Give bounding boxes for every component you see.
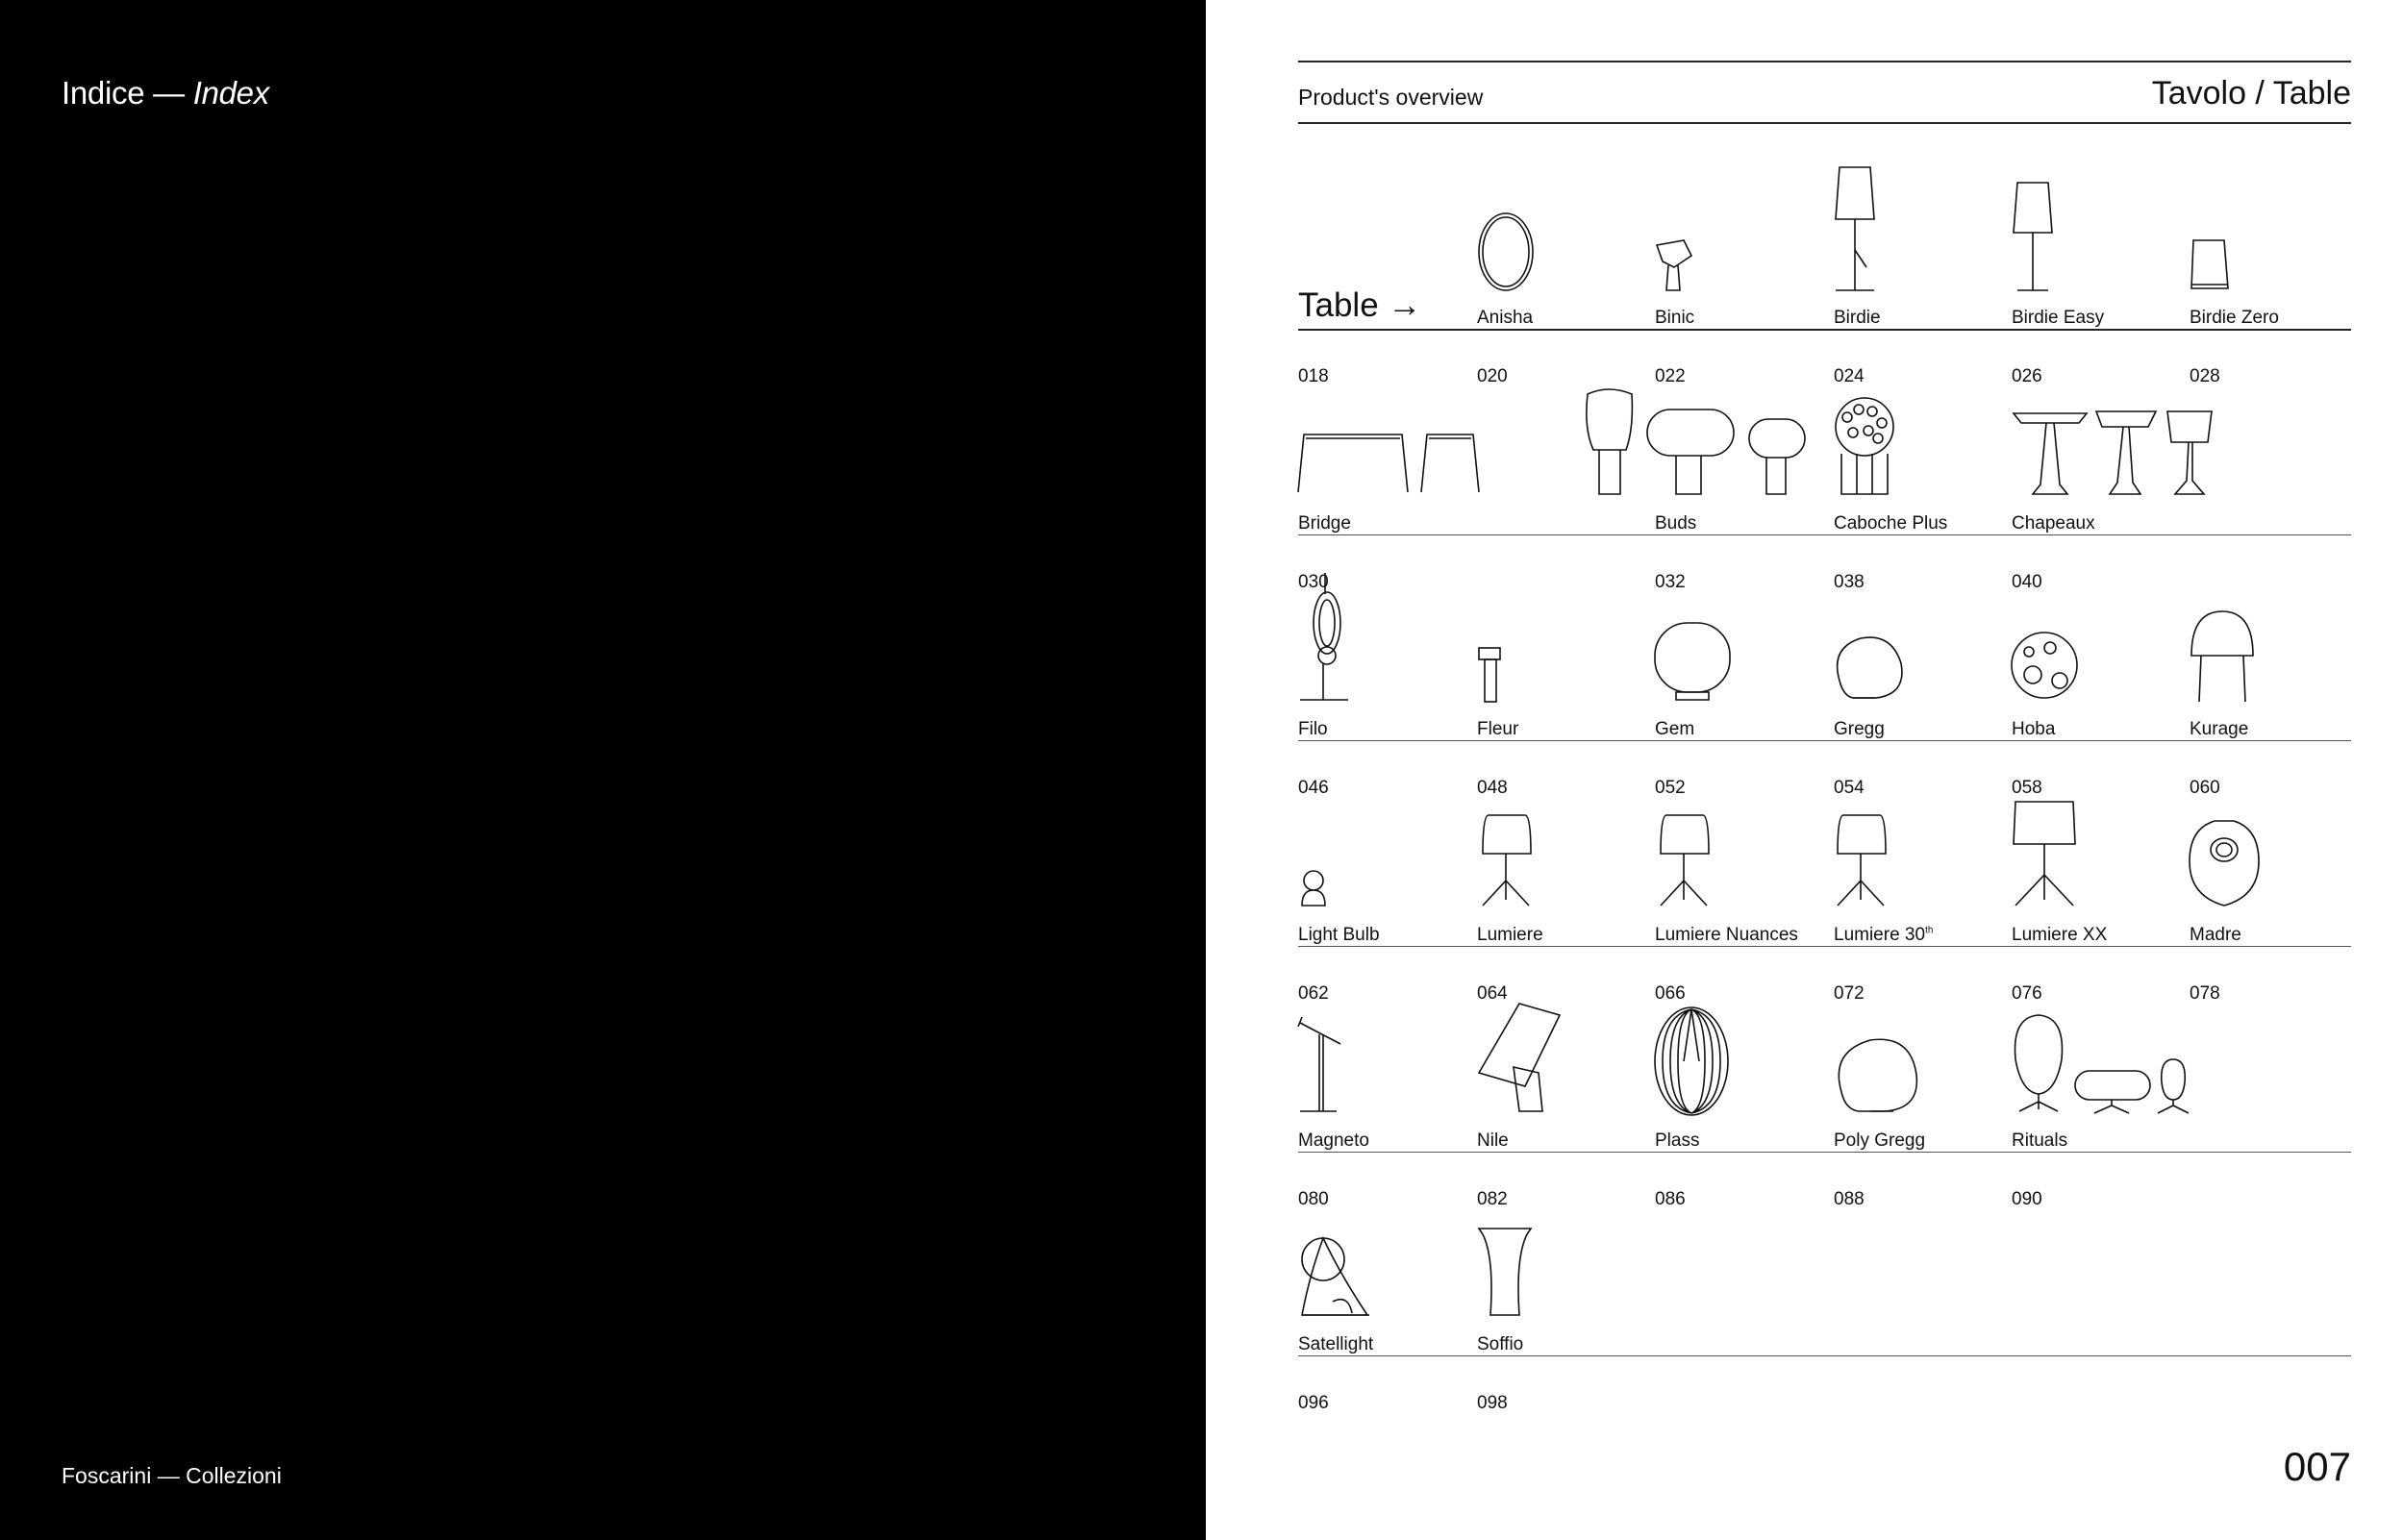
- product-name: Nile: [1477, 1130, 1509, 1151]
- page-number: 064: [1477, 983, 1508, 1004]
- product-name: Chapeaux: [2012, 513, 2095, 534]
- product-cell-birdie-easy[interactable]: [2012, 144, 2185, 386]
- product-name: Caboche Plus: [1834, 513, 1948, 534]
- page-number: 032: [1655, 572, 1686, 592]
- overview-label: Product's overview: [1298, 85, 1484, 110]
- page-number: 078: [2190, 983, 2220, 1004]
- lumiere-30th-lamp-icon: [1834, 761, 2007, 920]
- product-name-text: Lumiere 30: [1834, 925, 1926, 945]
- product-name: Lumiere Nuances: [1655, 925, 1798, 945]
- page-number: 048: [1477, 778, 1508, 798]
- product-name: Kurage: [2190, 719, 2249, 739]
- product-cell-lumiere-xx[interactable]: [2012, 761, 2185, 1004]
- lumiere-nuances-lamp-icon: [1655, 761, 1828, 920]
- page-number: 020: [1477, 366, 1508, 386]
- page-number: 060: [2190, 778, 2220, 798]
- table-heading-label: Table: [1298, 286, 1379, 324]
- fleur-lamp-icon: [1477, 556, 1650, 714]
- hoba-lamp-icon: [2012, 556, 2185, 714]
- product-cell-plass[interactable]: [1655, 967, 1828, 1209]
- chapeaux-lamp-icon: [2012, 350, 2233, 509]
- product-cell-rituals[interactable]: [2012, 967, 2185, 1209]
- product-cell-birdie-zero[interactable]: [2190, 144, 2363, 386]
- product-cell-birdie[interactable]: [1834, 144, 2007, 386]
- bridge-lamp-icon: [1298, 350, 1471, 509]
- arrow-right-icon: →: [1388, 286, 1422, 324]
- product-name: Soffio: [1477, 1334, 1524, 1354]
- caboche-plus-lamp-icon: [1834, 350, 2007, 509]
- product-cell-anisha[interactable]: [1477, 144, 1650, 386]
- page-number: 018: [1298, 366, 1329, 386]
- top-rule: [1298, 61, 2351, 62]
- binic-lamp-icon: [1655, 144, 1828, 303]
- product-cell-lumiere-nuances[interactable]: [1655, 761, 1828, 1004]
- page-number: 026: [2012, 366, 2042, 386]
- product-name: Rituals: [2012, 1130, 2068, 1151]
- section-title: Tavolo / Table: [2151, 75, 2351, 112]
- page-number: 052: [1655, 778, 1686, 798]
- product-cell-chapeaux[interactable]: [2012, 350, 2185, 592]
- page-number: 090: [2012, 1189, 2042, 1209]
- product-cell-buds[interactable]: [1655, 350, 1828, 592]
- product-cell: [1298, 144, 1471, 386]
- madre-lamp-icon: [2190, 761, 2363, 920]
- collection-footer: Foscarini — Collezioni: [62, 1463, 282, 1488]
- product-name: Lumiere: [1477, 925, 1543, 945]
- page-number: 080: [1298, 1189, 1329, 1209]
- product-cell-magneto[interactable]: [1298, 967, 1471, 1209]
- product-name: [1834, 925, 1933, 946]
- page-number: 024: [1834, 366, 1865, 386]
- product-name: Birdie Zero: [2190, 308, 2279, 328]
- rituals-lamp-icon: [2012, 967, 2223, 1126]
- product-name: Birdie: [1834, 308, 1881, 328]
- product-name: Poly Gregg: [1834, 1130, 1926, 1151]
- product-name: Buds: [1655, 513, 1697, 534]
- birdie-zero-lamp-icon: [2190, 144, 2363, 303]
- product-cell-binic[interactable]: [1655, 144, 1828, 386]
- product-name: Plass: [1655, 1130, 1700, 1151]
- page-number: 058: [2012, 778, 2042, 798]
- product-name: Madre: [2190, 925, 2241, 945]
- page-number-footer: 007: [2283, 1444, 2351, 1489]
- page-number: 040: [2012, 572, 2042, 592]
- page-number: 098: [1477, 1393, 1508, 1413]
- superscript: th: [1925, 925, 1934, 936]
- product-name: Binic: [1655, 308, 1695, 328]
- product-cell-gem[interactable]: [1655, 556, 1828, 798]
- buds-lamp-icon: [1582, 350, 1828, 509]
- filo-lamp-icon: [1298, 556, 1471, 714]
- product-cell-kurage[interactable]: [2190, 556, 2363, 798]
- anisha-lamp-icon: [1477, 144, 1650, 303]
- product-cell-fleur[interactable]: [1477, 556, 1650, 798]
- product-name: Hoba: [2012, 719, 2056, 739]
- page-number: 062: [1298, 983, 1329, 1004]
- lumiere-xx-lamp-icon: [2012, 761, 2185, 920]
- birdie-easy-lamp-icon: [2012, 144, 2185, 303]
- product-name: Magneto: [1298, 1130, 1369, 1151]
- header-rule: [1298, 122, 2351, 124]
- light-bulb-lamp-icon: [1298, 761, 1471, 920]
- product-cell-lumiere-30th[interactable]: [1834, 761, 2007, 1004]
- satellight-lamp-icon: [1298, 1171, 1471, 1329]
- kurage-lamp-icon: [2190, 556, 2363, 714]
- product-name: Satellight: [1298, 1334, 1374, 1354]
- nile-lamp-icon: [1477, 967, 1650, 1126]
- product-name: Filo: [1298, 719, 1328, 739]
- gem-lamp-icon: [1655, 556, 1828, 714]
- page-number: 082: [1477, 1189, 1508, 1209]
- product-cell-satellight[interactable]: [1298, 1171, 1471, 1413]
- product-cell-poly-gregg[interactable]: [1834, 967, 2007, 1209]
- page-number: 088: [1834, 1189, 1865, 1209]
- lumiere-lamp-icon: [1477, 761, 1650, 920]
- product-name: Anisha: [1477, 308, 1534, 328]
- birdie-lamp-icon: [1834, 144, 2007, 303]
- page-number: 022: [1655, 366, 1686, 386]
- magneto-lamp-icon: [1298, 967, 1471, 1126]
- product-name: Fleur: [1477, 719, 1519, 739]
- product-cell-light-bulb[interactable]: [1298, 761, 1471, 1004]
- page-number: 030: [1298, 572, 1329, 592]
- gregg-lamp-icon: [1834, 556, 2007, 714]
- page-number: 038: [1834, 572, 1865, 592]
- product-name: Bridge: [1298, 513, 1351, 534]
- product-cell-lumiere[interactable]: [1477, 761, 1650, 1004]
- product-name: Gem: [1655, 719, 1695, 739]
- index-title-italic: Index: [192, 75, 269, 111]
- product-name: Gregg: [1834, 719, 1885, 739]
- index-title: [62, 75, 269, 112]
- page-number: 076: [2012, 983, 2042, 1004]
- page-number: 066: [1655, 983, 1686, 1004]
- product-name: Lumiere XX: [2012, 925, 2108, 945]
- page-number: 028: [2190, 366, 2220, 386]
- plass-lamp-icon: [1655, 967, 1828, 1126]
- soffio-lamp-icon: [1477, 1171, 1650, 1329]
- product-cell-madre[interactable]: [2190, 761, 2363, 1004]
- page-number: 096: [1298, 1393, 1329, 1413]
- poly-gregg-lamp-icon: [1834, 967, 2007, 1126]
- page-number: 086: [1655, 1189, 1686, 1209]
- product-cell-nile[interactable]: [1477, 967, 1650, 1209]
- page-number: 072: [1834, 983, 1865, 1004]
- product-cell-filo[interactable]: [1298, 556, 1471, 798]
- product-cell-gregg[interactable]: [1834, 556, 2007, 798]
- product-cell-caboche-plus[interactable]: [1834, 350, 2007, 592]
- product-name: Light Bulb: [1298, 925, 1380, 945]
- product-cell-soffio[interactable]: [1477, 1171, 1650, 1413]
- page-number: 054: [1834, 778, 1865, 798]
- product-name: Birdie Easy: [2012, 308, 2105, 328]
- product-cell-bridge[interactable]: [1298, 350, 1471, 592]
- right-panel: [1206, 0, 2403, 1540]
- product-cell-hoba[interactable]: [2012, 556, 2185, 798]
- page-number: 046: [1298, 778, 1329, 798]
- index-title-main: Indice —: [62, 75, 185, 111]
